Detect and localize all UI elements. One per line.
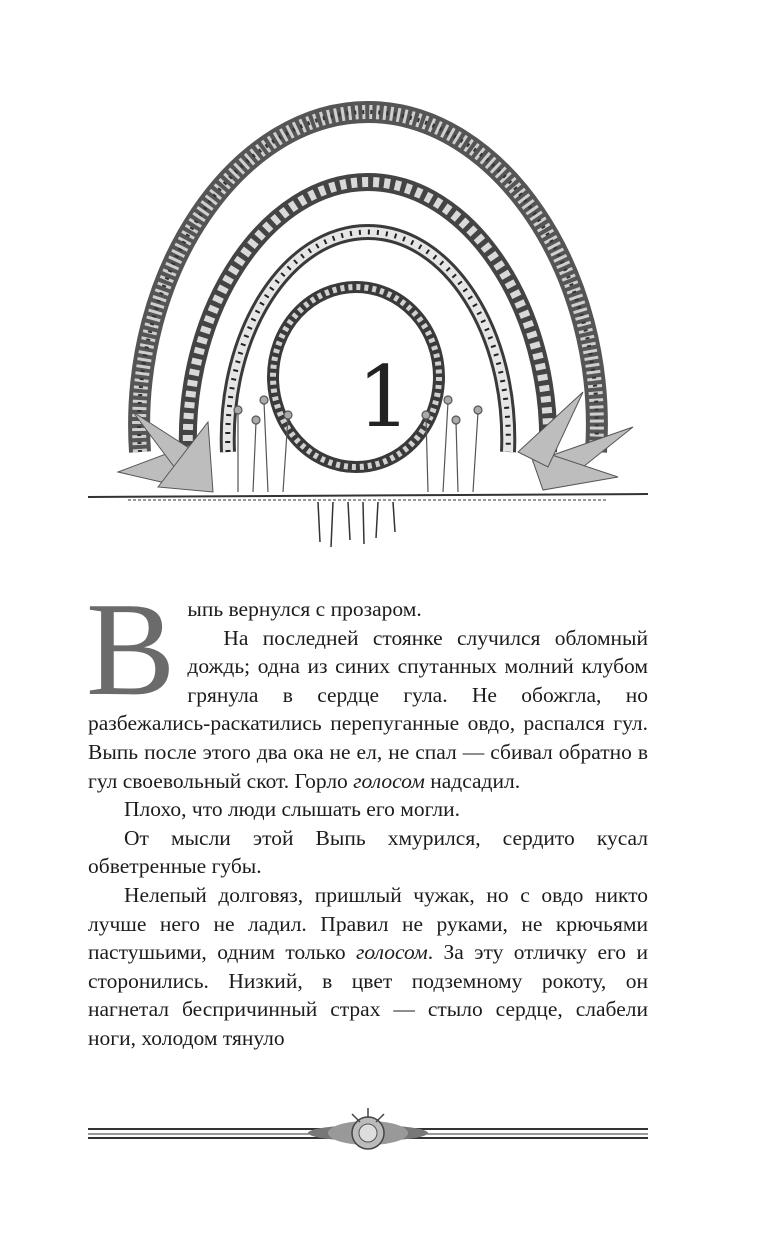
paragraph-5-text: Нелепый долговяз, пришлый чужак, но с овдо никто лучше него не ладил. Правил не руками, не крючьями пастушьими, одним только bbox=[88, 882, 648, 965]
chapter-number: 1 bbox=[357, 348, 411, 446]
drop-cap: В bbox=[86, 575, 176, 723]
body-text bbox=[86, 575, 648, 1053]
paragraph-4: От мысли этой Выпь хмурился, сердито кусал обветренные губы. bbox=[88, 825, 648, 879]
paragraph-1-text: ыпь вернулся с прозаром. bbox=[187, 597, 422, 621]
paragraph-3: Плохо, что люди слышать его могли. bbox=[124, 797, 460, 822]
paragraph-5 bbox=[88, 881, 648, 1053]
paragraph-2-end: надсадил. bbox=[424, 768, 521, 793]
paragraph-5-emphasis: голосом bbox=[356, 940, 428, 965]
ground bbox=[88, 494, 648, 547]
chapter-illustration bbox=[88, 92, 648, 562]
footer-ornament bbox=[88, 1104, 648, 1152]
paragraph-2-emphasis: голосом bbox=[353, 768, 425, 793]
flower-icon bbox=[308, 1108, 428, 1149]
paragraph-5-end: . За эту отличку его и сторонились. Низкий, в цвет подземному рокоту, он нагнетал беспричинный страх — стыло сердце, слабели ноги, холодом тянуло bbox=[88, 940, 648, 1050]
paragraph-2-text: На последней стоянке случился обломный дождь; одна из синих спутанных молний клубом грянула в сердце гула. Не обожгла, но разбежались-раскатились перепуганные овдо, распался гул. Выпь после этого два ока не ел, не спал — сбивал обратно в гул своевольный скот. Горло bbox=[88, 625, 648, 793]
